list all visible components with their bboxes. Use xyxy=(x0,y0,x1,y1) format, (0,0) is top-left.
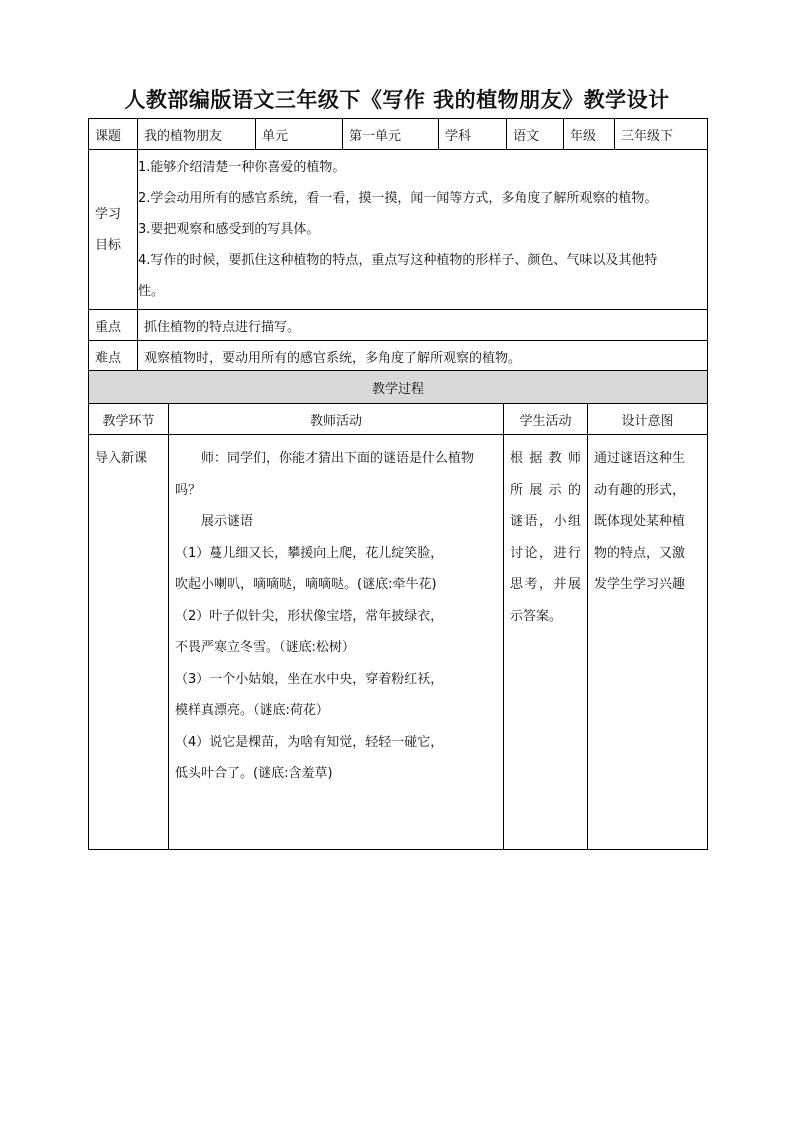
column-header: 教师活动 xyxy=(169,404,504,435)
difficulty-row xyxy=(89,341,708,372)
column-header: 学生活动 xyxy=(504,404,588,435)
goals-label-line: 目标 xyxy=(95,237,122,253)
teacher-line: 师：同学们，你能才猜出下面的谜语是什么植物 xyxy=(201,451,475,466)
student-line: 示答案。 xyxy=(510,608,563,624)
student-line: 思考，并展 xyxy=(510,577,581,592)
goals-list xyxy=(138,150,708,310)
goals-row xyxy=(89,150,708,310)
grade-value: 三年级下 xyxy=(615,119,708,150)
teacher-line: （3）一个小姑娘，坐在水中央，穿着粉红袄， xyxy=(175,671,444,687)
intent-line: 动有趣的形式， xyxy=(594,482,686,498)
key-point-row xyxy=(89,310,708,341)
column-header: 设计意图 xyxy=(588,404,708,435)
subject-label: 学科 xyxy=(439,119,507,150)
goal-item: 性。 xyxy=(138,284,165,299)
stage-cell xyxy=(89,435,169,850)
teacher-line: （2）叶子似针尖，形状像宝塔，常年披绿衣， xyxy=(175,608,444,624)
student-line: 讨论，进行 xyxy=(510,545,581,561)
stage-name: 导入新课 xyxy=(95,451,148,466)
goal-item: 3.要把观察和感受到的写具体。 xyxy=(138,222,320,237)
teacher-line: 展示谜语 xyxy=(201,514,254,529)
unit-value: 第一单元 xyxy=(343,119,439,150)
process-heading-row xyxy=(89,371,708,404)
intent-line: 通过谜语这种生 xyxy=(594,451,686,466)
goal-item: 4.写作的时候，要抓住这种植物的特点，重点写这种植物的形样子、颜色、气味以及其他特 xyxy=(138,253,658,268)
process-heading: 教学过程 xyxy=(89,371,708,404)
intent-line: 发学生学习兴趣 xyxy=(594,577,686,592)
subject-value: 语文 xyxy=(507,119,564,150)
info-row xyxy=(89,119,708,150)
topic-value: 我的植物朋友 xyxy=(138,119,256,150)
unit-label: 单元 xyxy=(256,119,343,150)
key-point-label: 重点 xyxy=(89,310,138,341)
intent-line: 既体现处某种植 xyxy=(594,514,686,529)
teacher-line: 吹起小喇叭，嘀嘀哒，嘀嘀哒。(谜底:牵牛花) xyxy=(175,577,437,592)
difficulty-value: 观察植物时，要动用所有的感官系统，多角度了解所观察的植物。 xyxy=(138,341,708,372)
lesson-info-table xyxy=(88,118,708,372)
column-header: 教学环节 xyxy=(89,404,169,435)
teacher-line: 模样真漂亮。（谜底:荷花） xyxy=(175,703,329,718)
goals-label xyxy=(89,150,138,310)
goals-label-line: 学习 xyxy=(95,206,122,222)
teacher-line: （1）蔓儿细又长，攀援向上爬，花儿绽笑脸， xyxy=(175,545,444,561)
teacher-line: （4）说它是棵苗，为啥有知觉，轻轻一碰它， xyxy=(175,734,444,750)
difficulty-label: 难点 xyxy=(89,341,138,372)
student-activity-cell xyxy=(504,435,588,850)
design-intent-cell xyxy=(588,435,708,850)
process-table xyxy=(88,370,708,850)
teacher-line: 低头叶合了。(谜底:含羞草) xyxy=(175,766,333,781)
topic-label: 课题 xyxy=(89,119,138,150)
process-column-headers xyxy=(89,404,708,435)
document-title: 人教部编版语文三年级下《写作 我的植物朋友》教学设计 xyxy=(124,87,670,112)
teacher-line: 吗？ xyxy=(175,482,202,498)
teacher-activity-cell xyxy=(169,435,504,850)
student-line: 根据教师 xyxy=(510,451,581,466)
teacher-line: 不畏严寒立冬雪。（谜底:松树） xyxy=(175,640,355,655)
goal-item: 1.能够介绍清楚一种你喜爱的植物。 xyxy=(138,160,346,175)
goal-item: 2.学会动用所有的感官系统，看一看，摸一摸，闻一闻等方式，多角度了解所观察的植物。 xyxy=(138,191,658,206)
student-line: 所展示的 xyxy=(510,482,581,498)
grade-label: 年级 xyxy=(564,119,615,150)
process-content-row xyxy=(89,435,708,850)
key-point-value: 抓住植物的特点进行描写。 xyxy=(138,310,708,341)
student-line: 谜语，小组 xyxy=(510,514,581,529)
intent-line: 物的特点，又激 xyxy=(594,545,686,561)
